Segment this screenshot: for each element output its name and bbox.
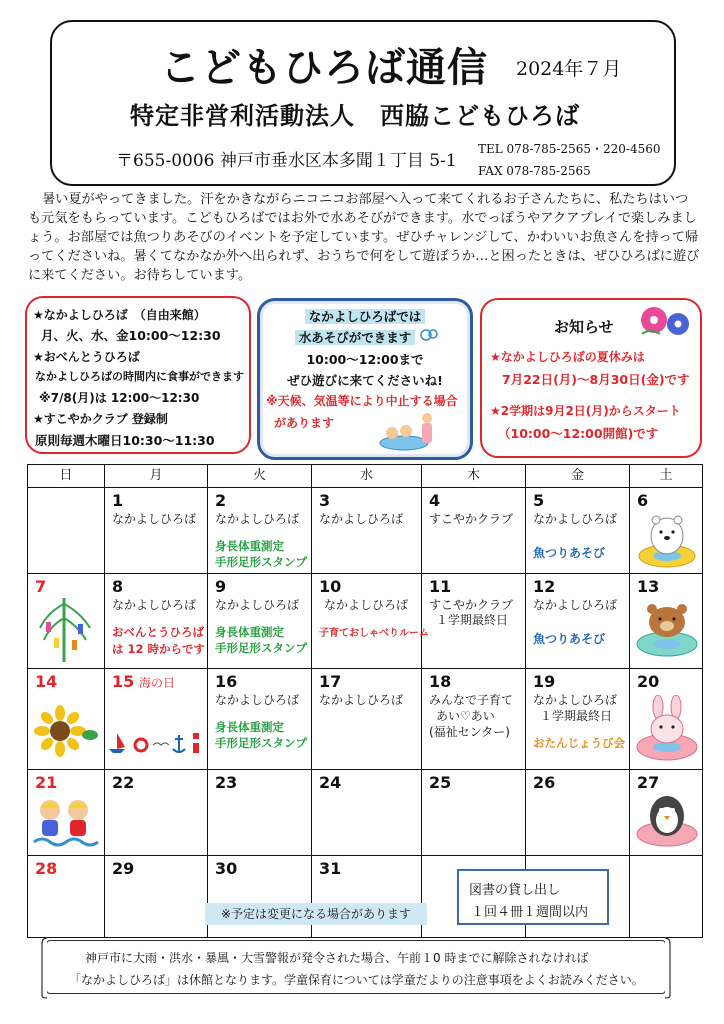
day-number: 19 (533, 672, 556, 691)
weekday-wed: 水 (359, 468, 373, 483)
fax: FAX 078-785-2565 (478, 164, 591, 178)
event: 身長体重測定 (215, 539, 284, 553)
day-number: 2 (215, 491, 227, 510)
day-cell (208, 856, 311, 938)
notice-line: ★なかよしひろばの夏休みは (490, 350, 645, 364)
event: (福祉センター) (429, 725, 510, 739)
sunflower-icon (32, 705, 98, 757)
day-number: 1 (112, 491, 124, 510)
day-number: 3 (319, 491, 331, 510)
intro-paragraph: 暑い夏がやってきました。汗をかきながらニコニコお部屋へ入って来てくれるお子さんたちに、私たちはいつも元気をもらっています。こどもひろばではお外で水あそびができます。水でっぽうやアクアプレイで楽しみましょう。お部屋では魚つりあそびのイベントを予定しています。ぜひチャレンジして、かわいいお魚さんを持って帰ってくださいね。暑くてなかなか外へ出られず、おうちで何をして遊ぼうか…と困ったときは、ぜひひろばに遊びに来てください。お待ちしています。 (28, 192, 700, 283)
water-play-line: があります (274, 416, 335, 430)
day-number: 13 (637, 577, 660, 596)
day-number: 23 (215, 773, 238, 792)
day-cell (208, 669, 311, 769)
day-number: 15 (112, 672, 135, 691)
day-number: 11 (429, 577, 452, 596)
event: おべんとうひろば (112, 625, 204, 639)
polar-bear-float-icon (636, 506, 698, 570)
footer-line: 神戸市に大雨・洪水・暴風・大雪警報が発令された場合、午前１0 時までに解除されなければ (85, 951, 589, 965)
event: あい♡あい (436, 709, 495, 723)
day-cell (208, 488, 311, 573)
day-cell (105, 488, 207, 573)
water-play-line: 10:00～12:00まで (306, 352, 424, 367)
day-cell (312, 856, 421, 938)
schedule-change-note: ※予定は変更になる場合があります (205, 903, 427, 925)
day-cell (105, 574, 207, 668)
info-line: 原則毎週木曜日10:30～11:30 (35, 433, 215, 448)
day-cell (28, 770, 104, 855)
day-cell (312, 669, 421, 769)
day-cell (105, 856, 207, 938)
info-line: ★おべんとうひろば (33, 350, 140, 364)
newsletter-title: こどもひろば通信 (160, 44, 488, 91)
day-number: 9 (215, 577, 227, 596)
day-cell (630, 770, 702, 855)
calendar (27, 464, 703, 938)
day-number: 18 (429, 672, 452, 691)
day-number: 6 (637, 491, 649, 510)
day-cell (526, 574, 629, 668)
water-play-line: 水あそびができます (295, 330, 416, 345)
event: １学期最終日 (436, 613, 509, 627)
day-cell (422, 669, 525, 769)
scroll-curl-right (658, 934, 672, 1000)
children-pool-icon (378, 409, 440, 451)
weekday-sun: 日 (59, 468, 73, 483)
event: 身長体重測定 (215, 720, 284, 734)
day-number: 30 (215, 859, 238, 878)
day-cell (208, 574, 311, 668)
info-line: ※7/8(月)は 12:00～12:30 (39, 391, 200, 405)
day-number: 8 (112, 577, 124, 596)
day-cell (526, 770, 629, 855)
event: なかよしひろば (319, 693, 404, 707)
water-drop-icon (420, 327, 438, 343)
event: 子育ておしゃべりルーム (319, 628, 429, 639)
info-line: 月、火、水、金10:00～12:30 (41, 328, 221, 343)
day-cell (526, 669, 629, 769)
day-cell (28, 669, 104, 769)
water-play-line: ※天候、気温等により中止する場合 (266, 394, 458, 408)
day-number: 20 (637, 672, 660, 691)
day-cell (312, 574, 429, 668)
day-number: 31 (319, 859, 342, 878)
water-play-line: ぜひ遊びに来てくださいね! (287, 373, 443, 388)
event: なかよしひろば (112, 512, 197, 526)
weekday-tue: 火 (252, 468, 266, 483)
event: すこやかクラブ (429, 512, 514, 526)
event: なかよしひろば (215, 693, 300, 707)
event: おたんじょうび会 (533, 736, 625, 750)
day-number: 21 (35, 773, 58, 792)
day-cell (422, 574, 525, 668)
day-cell (105, 669, 207, 769)
day-number: 10 (319, 577, 342, 596)
day-cell (526, 488, 629, 573)
day-cell (28, 856, 104, 938)
tanabata-bamboo-icon (34, 594, 96, 664)
event: なかよしひろば (533, 693, 618, 707)
address: 〒655-0006 神戸市垂水区本多聞１丁目 5-1 (116, 151, 457, 171)
day-cell (28, 574, 104, 668)
day-number: 26 (533, 773, 556, 792)
day-number: 27 (637, 773, 660, 792)
event: なかよしひろば (324, 598, 409, 612)
beach-icons (105, 729, 205, 755)
notice-line: （10:00～12:00開館)です (498, 426, 659, 441)
schedule-info-box (25, 296, 251, 454)
library-rule: １回４冊１週間以内 (471, 905, 589, 920)
info-line: ★なかよしひろば （自由来館） (33, 308, 206, 322)
notice-box (480, 298, 702, 458)
event: みんなで子育て (429, 693, 514, 707)
day-number: 14 (35, 672, 58, 691)
day-number: 22 (112, 773, 135, 792)
event: なかよしひろば (533, 512, 618, 526)
issue-date: 2024年７月 (516, 58, 622, 80)
day-cell (312, 488, 421, 573)
day-cell (630, 574, 702, 668)
day-cell (422, 488, 525, 573)
day-number: 12 (533, 577, 556, 596)
event: 魚つりあそび (533, 546, 606, 560)
water-play-box (257, 298, 473, 460)
event: は 12 時からです (112, 642, 205, 656)
info-line: ★すこやかクラブ 登録制 (33, 412, 168, 426)
event: なかよしひろば (112, 598, 197, 612)
event: 手形足形スタンプ (215, 641, 307, 655)
penguin-float-icon (634, 788, 700, 852)
bear-float-icon (634, 598, 700, 662)
rabbit-float-icon (634, 695, 700, 765)
footer-line: 「なかよしひろば」は休館となります。学童保育については学童だよりの注意事項をよくお読みください。 (69, 973, 644, 987)
event: 手形足形スタンプ (215, 555, 307, 569)
telephone: TEL 078-785-2565・220-4560 (478, 142, 661, 156)
event: １学期最終日 (540, 709, 613, 723)
day-number: 5 (533, 491, 545, 510)
organization-name: 特定非営利活動法人 西脇こどもひろば (130, 101, 580, 130)
day-number: 24 (319, 773, 342, 792)
notice-line: ★2学期は9月2日(月)からスタート (490, 404, 681, 418)
notice-title: お知らせ (554, 318, 614, 336)
weekday-fri: 金 (570, 468, 584, 483)
day-number: 7 (35, 577, 47, 596)
water-play-line: なかよしひろばでは (305, 309, 426, 324)
day-cell (312, 770, 421, 855)
day-number: 4 (429, 491, 441, 510)
children-swimming-icon (32, 796, 102, 850)
weekday-mon: 月 (149, 468, 163, 483)
event: なかよしひろば (215, 512, 300, 526)
day-cell (630, 488, 702, 573)
day-number: 29 (112, 859, 135, 878)
event: 魚つりあそび (533, 632, 606, 646)
day-number: 16 (215, 672, 238, 691)
scroll-curl-left (40, 934, 54, 1000)
event-holiday: 海の日 (139, 676, 176, 690)
library-title: 図書の貸し出し (469, 883, 561, 898)
weekday-thu: 木 (466, 468, 480, 483)
day-number: 17 (319, 672, 342, 691)
notice-line: 7月22日(月)～8月30日(金)です (502, 372, 690, 387)
day-number: 25 (429, 773, 452, 792)
weekday-sat: 土 (659, 468, 673, 483)
event: すこやかクラブ (429, 598, 514, 612)
library-lending-box (457, 869, 609, 925)
footer-notice-scroll (46, 940, 666, 994)
event: 身長体重測定 (215, 625, 284, 639)
morning-glory-icon (638, 304, 692, 338)
event: なかよしひろば (215, 598, 300, 612)
day-cell (105, 770, 207, 855)
day-cell (630, 669, 702, 769)
info-line: なかよしひろばの時間内に食事ができます (35, 370, 244, 383)
day-cell (422, 770, 525, 855)
day-number: 28 (35, 859, 58, 878)
event: なかよしひろば (319, 512, 404, 526)
event: なかよしひろば (533, 598, 618, 612)
event: 手形足形スタンプ (215, 736, 307, 750)
day-cell (208, 770, 311, 855)
